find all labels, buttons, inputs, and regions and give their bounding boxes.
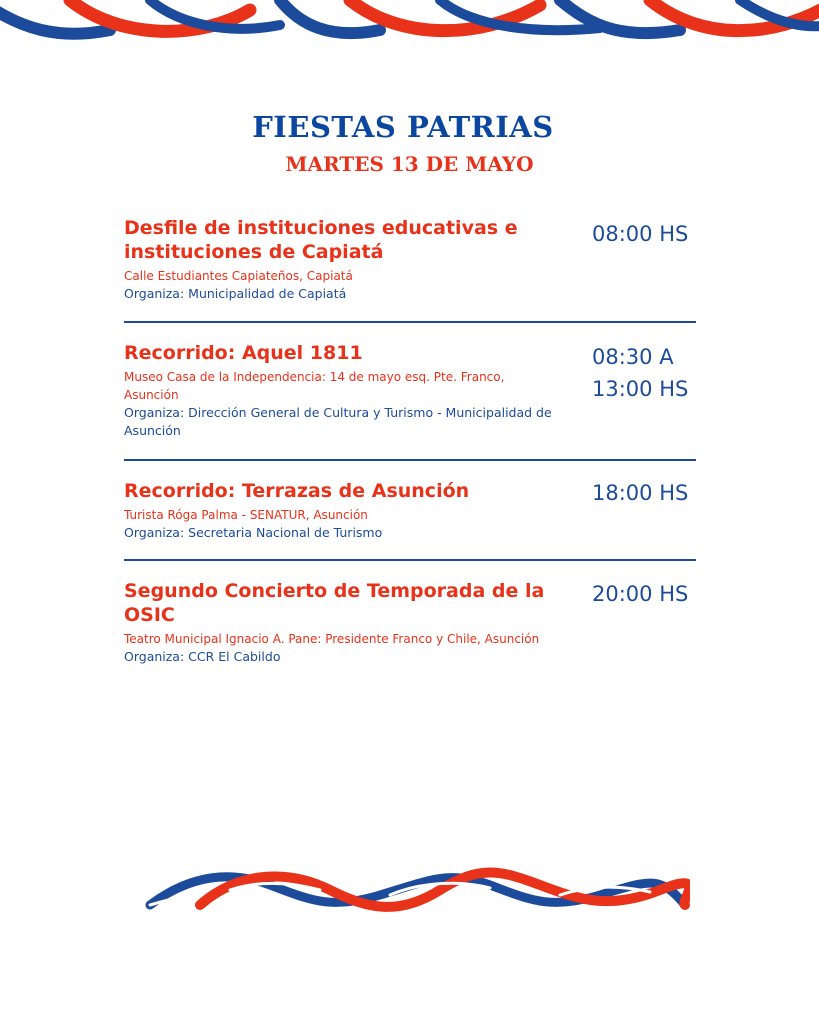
event-title: Desfile de instituciones educativas e instituciones de Capiatá [124,217,518,263]
event-organizer: Organiza: Dirección General de Cultura y Turismo - Municipalidad de Asunción [124,405,552,438]
event-time: 20:00 HS [592,582,689,606]
event-item [124,479,696,542]
event-organizer: Organiza: CCR El Cabildo [124,649,281,664]
event-time: 08:30 A 13:00 HS [592,345,689,401]
event-location: Turista Róga Palma - SENATUR, Asunción [124,508,368,522]
divider [124,321,696,323]
event-title: Recorrido: Terrazas de Asunción [124,480,470,502]
event-location: Calle Estudiantes Capiateños, Capiatá [124,269,353,283]
event-organizer: Organiza: Secretaria Nacional de Turismo [124,525,383,540]
event-title: Recorrido: Aquel 1811 [124,342,363,364]
top-flag-ribbon [0,0,819,50]
event-location: Teatro Municipal Ignacio A. Pane: Presidente Franco y Chile, Asunción [124,632,540,646]
event-time: 18:00 HS [592,481,689,505]
event-organizer: Organiza: Municipalidad de Capiatá [124,286,347,301]
event-item [124,216,696,303]
bottom-flag-ribbon [140,860,690,920]
page-title: FIESTAS PATRIAS [252,110,554,144]
event-item [124,579,696,666]
event-title: Segundo Concierto de Temporada de la OSIC [124,580,545,626]
divider [124,559,696,561]
page-subtitle: MARTES 13 DE MAYO [285,152,534,176]
event-location: Museo Casa de la Independencia: 14 de mayo esq. Pte. Franco, Asunción [124,370,505,402]
event-item [124,341,696,440]
divider [124,459,696,461]
event-time: 08:00 HS [592,222,689,246]
